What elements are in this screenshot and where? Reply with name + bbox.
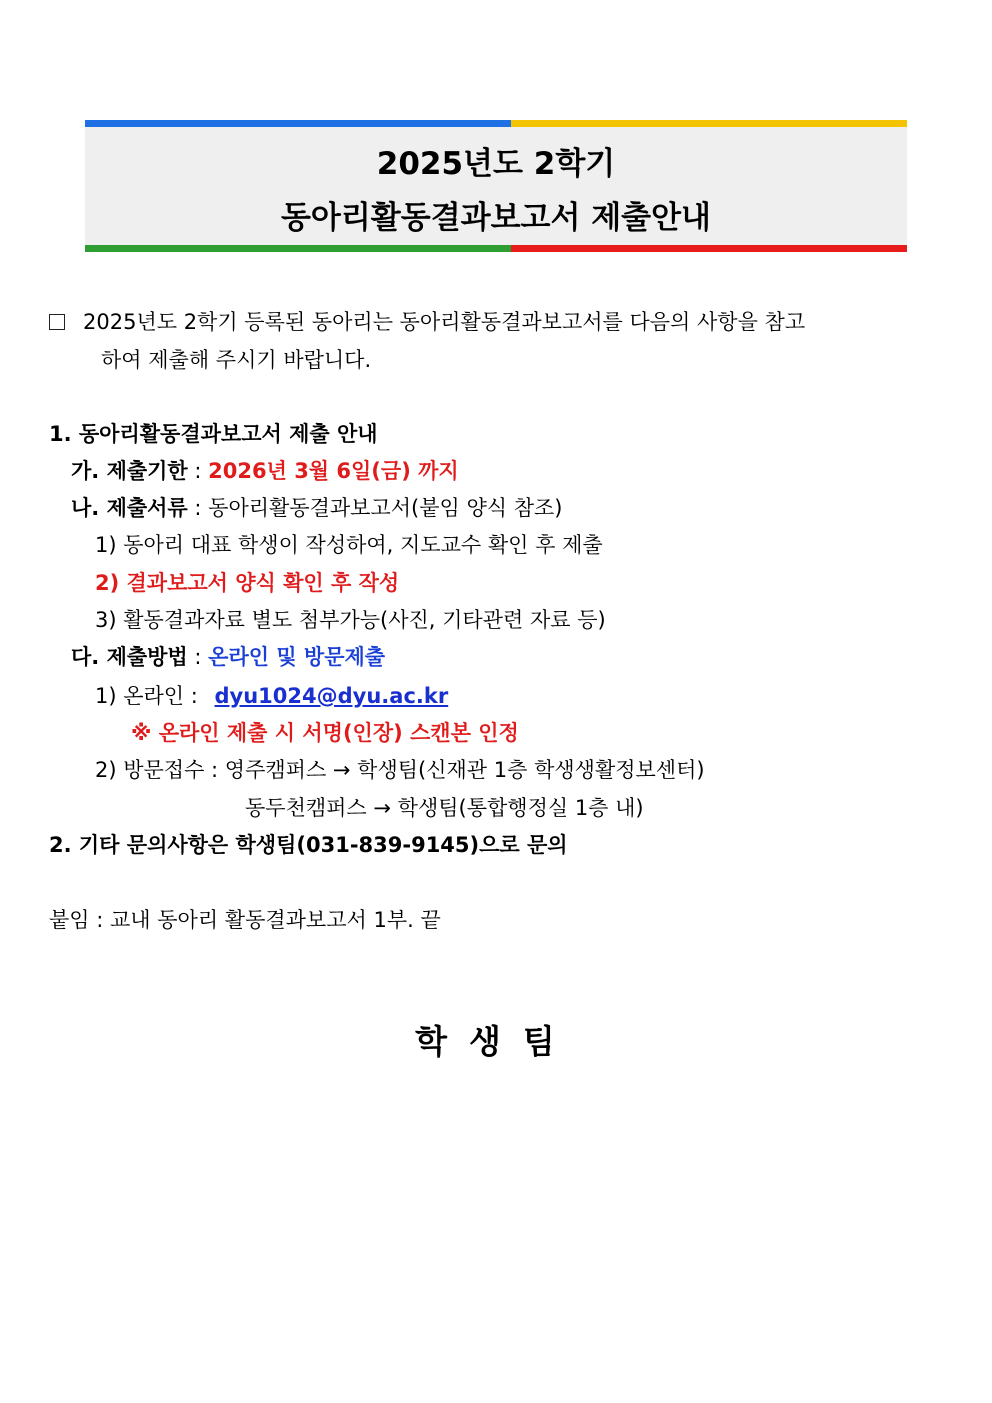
visit-line-1: 2) 방문접수 : 영주캠퍼스 → 학생팀(신재관 1층 학생생활정보센터) bbox=[95, 758, 705, 782]
method-row bbox=[71, 643, 385, 671]
signature: 학생팀 bbox=[415, 1022, 577, 1061]
deadline-value: 2026년 3월 6일(금) 까지 bbox=[208, 459, 459, 483]
intro-line-1 bbox=[49, 308, 805, 336]
method-sep: : bbox=[187, 645, 209, 669]
section2-heading: 2. 기타 문의사항은 학생팀(031-839-9145)으로 문의 bbox=[49, 833, 568, 857]
visit-line-2: 동두천캠퍼스 → 학생팀(통합행정실 1층 내) bbox=[245, 796, 644, 820]
deadline-row bbox=[71, 457, 459, 485]
method-value: 온라인 및 방문제출 bbox=[208, 645, 386, 669]
online-row bbox=[95, 682, 448, 710]
deadline-label: 가. 제출기한 bbox=[71, 459, 188, 483]
title-bar-green bbox=[85, 245, 511, 252]
documents-item-1: 1) 동아리 대표 학생이 작성하여, 지도교수 확인 후 제출 bbox=[95, 533, 603, 557]
documents-item-3: 3) 활동결과자료 별도 첨부가능(사진, 기타관련 자료 등) bbox=[95, 608, 606, 632]
title-line-1: 2025년도 2학기 bbox=[376, 146, 616, 182]
documents-label: 나. 제출서류 bbox=[71, 496, 188, 520]
documents-item-2: 2) 결과보고서 양식 확인 후 작성 bbox=[95, 571, 400, 595]
intro-text-1: 2025년도 2학기 등록된 동아리는 동아리활동결과보고서를 다음의 사항을 참고 bbox=[83, 310, 806, 334]
title-bar-yellow bbox=[511, 120, 907, 127]
section1-heading: 1. 동아리활동결과보고서 제출 안내 bbox=[49, 422, 378, 446]
method-label: 다. 제출방법 bbox=[71, 645, 188, 669]
documents-sep: : bbox=[187, 496, 209, 520]
attachment-line: 붙임 : 교내 동아리 활동결과보고서 1부. 끝 bbox=[49, 908, 441, 932]
documents-row bbox=[71, 494, 562, 522]
online-email-link[interactable]: dyu1024@dyu.ac.kr bbox=[214, 684, 449, 708]
title-line-2: 동아리활동결과보고서 제출안내 bbox=[280, 200, 712, 236]
checkbox-icon bbox=[49, 314, 65, 330]
documents-value: 동아리활동결과보고서(붙임 양식 참조) bbox=[208, 496, 563, 520]
title-bar-red bbox=[511, 245, 907, 252]
intro-line-2: 하여 제출해 주시기 바랍니다. bbox=[101, 348, 372, 372]
title-bar-blue bbox=[85, 120, 511, 127]
online-label: 1) 온라인 : bbox=[95, 684, 205, 708]
online-note: ※ 온라인 제출 시 서명(인장) 스캔본 인정 bbox=[131, 721, 519, 745]
title-box bbox=[85, 120, 907, 252]
deadline-sep: : bbox=[187, 459, 209, 483]
